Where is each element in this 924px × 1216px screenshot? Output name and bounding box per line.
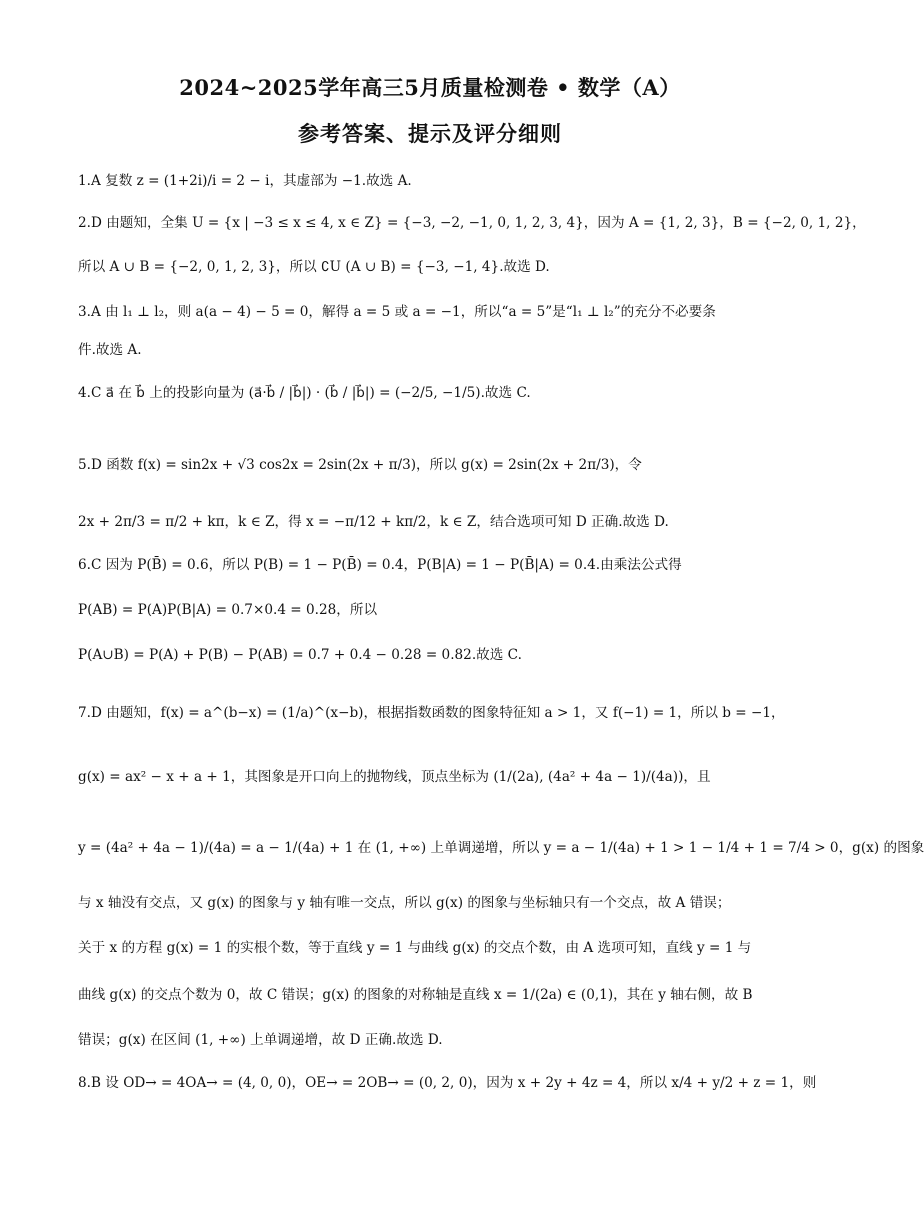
answer-line: 错误；g(x) 在区间 (1, +∞) 上单调递增，故 D 正确.故选 D. <box>78 1032 443 1048</box>
answer-line: g(x) = ax² − x + a + 1，其图象是开口向上的抛物线，顶点坐标为 (1/(2a), (4a² + 4a − 1)/(4a))，且 <box>78 769 711 785</box>
answer-line: 7.D 由题知，f(x) = a^(b−x) = (1/a)^(x−b)，根据指数函数的图象特征知 a > 1，又 f(−1) = 1，所以 b = −1， <box>78 705 785 721</box>
answer-line: 曲线 g(x) 的交点个数为 0，故 C 错误；g(x) 的图象的对称轴是直线 x = 1/(2a) ∈ (0,1)，其在 y 轴右侧，故 B <box>78 987 753 1003</box>
answer-line: 所以 A ∪ B = {−2, 0, 1, 2, 3}，所以 ∁U (A ∪ B) = {−3, −1, 4}.故选 D. <box>78 259 550 275</box>
document-title: 2024~2025学年高三5月质量检测卷 • 数学（A） <box>179 75 681 100</box>
answer-line: 1.A 复数 z = (1+2i)/i = 2 − i，其虚部为 −1.故选 A. <box>78 173 412 189</box>
answer-line: 4.C a⃗ 在 b⃗ 上的投影向量为 (a⃗·b⃗ / |b⃗|) · (b⃗ / |b⃗|) = (−2/5, −1/5).故选 C. <box>78 385 531 401</box>
answer-line: 6.C 因为 P(B̄) = 0.6，所以 P(B) = 1 − P(B̄) = 0.4，P(B|A) = 1 − P(B̄|A) = 0.4.由乘法公式得 <box>78 557 682 573</box>
document-subtitle: 参考答案、提示及评分细则 <box>298 121 562 146</box>
answer-line: 与 x 轴没有交点，又 g(x) 的图象与 y 轴有唯一交点，所以 g(x) 的图象与坐标轴只有一个交点，故 A 错误； <box>78 895 731 911</box>
answer-line: 5.D 函数 f(x) = sin2x + √3 cos2x = 2sin(2x + π/3)，所以 g(x) = 2sin(2x + 2π/3)，令 <box>78 457 642 473</box>
answer-line: P(A∪B) = P(A) + P(B) − P(AB) = 0.7 + 0.4 − 0.28 = 0.82.故选 C. <box>78 647 522 663</box>
answer-line: 2x + 2π/3 = π/2 + kπ，k ∈ Z，得 x = −π/12 + kπ/2，k ∈ Z，结合选项可知 D 正确.故选 D. <box>78 514 669 530</box>
answer-line: 件.故选 A. <box>78 342 142 358</box>
answer-line: P(AB) = P(A)P(B|A) = 0.7×0.4 = 0.28，所以 <box>78 602 378 618</box>
answer-line: 2.D 由题知，全集 U = {x | −3 ≤ x ≤ 4, x ∈ Z} = {−3, −2, −1, 0, 1, 2, 3, 4}，因为 A = {1, 2, 3}，B = {−2, 0, 1, 2}， <box>78 215 866 231</box>
answer-line: 3.A 由 l₁ ⊥ l₂，则 a(a − 4) − 5 = 0，解得 a = 5 或 a = −1，所以“a = 5”是“l₁ ⊥ l₂”的充分不必要条 <box>78 304 716 320</box>
answer-line: 关于 x 的方程 g(x) = 1 的实根个数，等于直线 y = 1 与曲线 g(x) 的交点个数，由 A 选项可知，直线 y = 1 与 <box>78 940 752 956</box>
answer-line: 8.B 设 OD→ = 4OA→ = (4, 0, 0)，OE→ = 2OB→ = (0, 2, 0)，因为 x + 2y + 4z = 4，所以 x/4 + y/2 + z = 1，则 <box>78 1075 817 1091</box>
answer-line: y = (4a² + 4a − 1)/(4a) = a − 1/(4a) + 1 在 (1, +∞) 上单调递增，所以 y = a − 1/(4a) + 1 > 1 − 1/4 + 1 = 7/4 > 0，g(x) 的图象 <box>78 840 924 856</box>
